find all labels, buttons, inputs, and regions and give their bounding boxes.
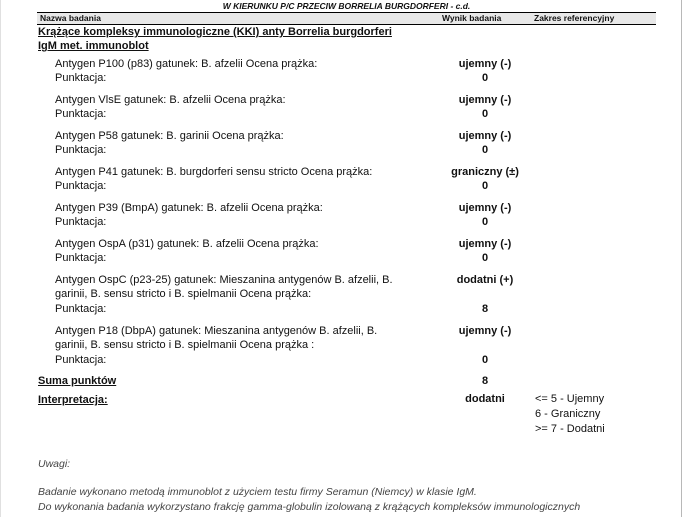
section-title-line1: Krążące kompleksy immunologiczne (KKI) anty Borrelia burgdorferi bbox=[38, 26, 392, 38]
score-label: Punktacja: bbox=[55, 72, 107, 84]
notes-label: Uwagi: bbox=[38, 458, 71, 470]
interpretation-label: Interpretacja: bbox=[38, 394, 108, 406]
score-value: 0 bbox=[481, 252, 489, 264]
score-label: Punktacja: bbox=[55, 303, 107, 315]
reference-range-positive: >= 7 - Dodatni bbox=[535, 423, 605, 435]
test-name: Antygen P39 (BmpA) gatunek: B. afzelii Ocena prążka: bbox=[55, 202, 323, 214]
test-result: graniczny (±) bbox=[451, 166, 519, 178]
sum-value: 8 bbox=[481, 375, 489, 387]
reference-range-borderline: 6 - Graniczny bbox=[535, 408, 601, 420]
test-result: dodatni (+) bbox=[456, 274, 514, 286]
test-name: Antygen OspA (p31) gatunek: B. afzelii Ocena prążka: bbox=[55, 238, 319, 250]
test-result: ujemny (-) bbox=[458, 58, 512, 70]
test-name: Antygen P18 (DbpA) gatunek: Mieszanina antygenów B. afzelii, B. bbox=[55, 325, 378, 337]
test-result: ujemny (-) bbox=[458, 238, 512, 250]
test-name: Antygen P58 gatunek: B. garinii Ocena prążka: bbox=[55, 130, 284, 142]
section-title-line2: IgM met. immunoblot bbox=[38, 40, 149, 52]
page-left-edge bbox=[0, 0, 1, 517]
test-result: ujemny (-) bbox=[458, 202, 512, 214]
report-title: W KIERUNKU P/C PRZECIW BORRELIA BURGDORFERI - c.d. bbox=[222, 1, 471, 11]
test-name: Antygen P41 gatunek: B. burgdorferi sensu stricto Ocena prążka: bbox=[55, 166, 373, 178]
column-header-name: Nazwa badania bbox=[40, 13, 101, 23]
notes-sample: Do wykonania badania wykorzystano frakcję gamma-globulin izolowaną z krążących kompleksów immunologicznych bbox=[38, 501, 581, 513]
score-value: 0 bbox=[481, 216, 489, 228]
score-value: 0 bbox=[481, 180, 489, 192]
header-rule bbox=[37, 24, 656, 25]
score-value: 8 bbox=[481, 303, 489, 315]
score-label: Punktacja: bbox=[55, 144, 107, 156]
score-label: Punktacja: bbox=[55, 108, 107, 120]
score-value: 0 bbox=[481, 354, 489, 366]
reference-range-negative: <= 5 - Ujemny bbox=[535, 393, 605, 405]
score-label: Punktacja: bbox=[55, 180, 107, 192]
column-header-row bbox=[37, 13, 656, 24]
test-name: Antygen OspC (p23-25) gatunek: Mieszanina antygenów B. afzelii, B. bbox=[55, 274, 393, 286]
sum-label: Suma punktów bbox=[38, 375, 117, 387]
score-label: Punktacja: bbox=[55, 252, 107, 264]
test-result: ujemny (-) bbox=[458, 325, 512, 337]
test-result: ujemny (-) bbox=[458, 94, 512, 106]
page-right-edge bbox=[681, 0, 682, 517]
test-name-continued: garinii, B. sensu stricto i B. spielmanii Ocena prążka : bbox=[55, 339, 315, 351]
score-label: Punktacja: bbox=[55, 216, 107, 228]
test-name: Antygen VlsE gatunek: B. afzelii Ocena prążka: bbox=[55, 94, 286, 106]
test-result: ujemny (-) bbox=[458, 130, 512, 142]
score-value: 0 bbox=[481, 144, 489, 156]
test-name: Antygen P100 (p83) gatunek: B. afzelii Ocena prążka: bbox=[55, 58, 318, 70]
score-value: 0 bbox=[481, 72, 489, 84]
score-value: 0 bbox=[481, 108, 489, 120]
column-header-result: Wynik badania bbox=[442, 13, 502, 23]
notes-method: Badanie wykonano metodą immunoblot z użyciem testu firmy Seramun (Niemcy) w klasie IgM. bbox=[38, 486, 477, 498]
column-header-range: Zakres referencyjny bbox=[534, 13, 615, 23]
test-name-continued: garinii, B. sensu stricto i B. spielmanii Ocena prążka: bbox=[55, 288, 312, 300]
score-label: Punktacja: bbox=[55, 354, 107, 366]
interpretation-value: dodatni bbox=[465, 393, 505, 405]
